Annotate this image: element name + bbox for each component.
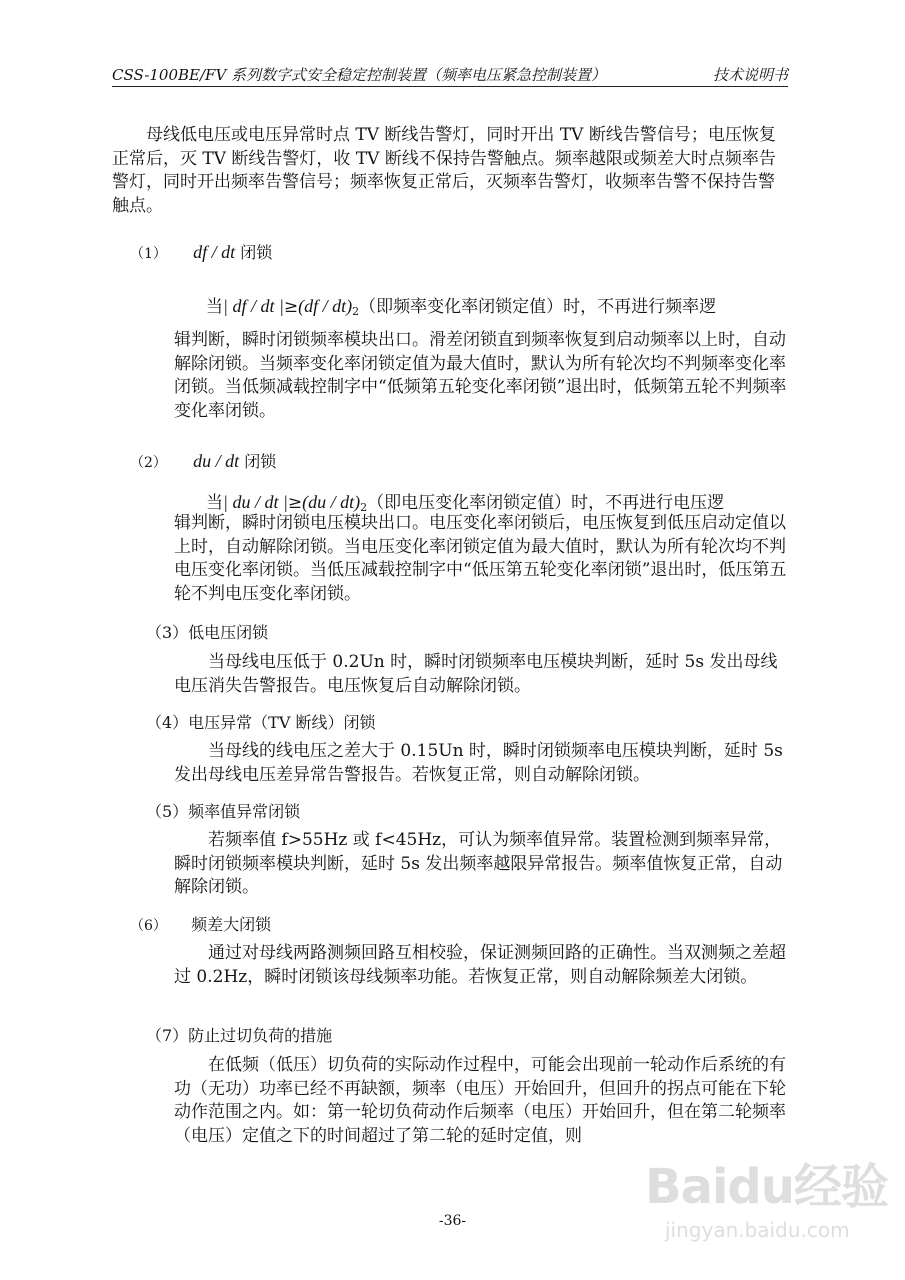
section-3-heading: （3）低电压闭锁 xyxy=(146,623,269,642)
section-1-body: 辑判断，瞬时闭锁频率模块出口。滑差闭锁直到频率恢复到启动频率以上时，自动解除闭锁。当频率变化率闭锁定值为最大值时，默认为所有轮次均不判频率变化率闭锁。当低频减载控制字中“低频第五轮变化率闭锁”退出时，低频第五轮不判频率变化率闭锁。 xyxy=(174,330,787,422)
header-title: CSS-100BE/FV 系列数字式安全稳定控制装置（频率电压紧急控制装置） xyxy=(112,66,607,84)
formula-suffix: （即频率变化率闭锁定值）时，不再进行频率逻 xyxy=(359,297,717,317)
section-1-heading xyxy=(130,240,272,263)
section-2-variable: du / dt xyxy=(193,451,240,471)
formula-subscript: 2 xyxy=(352,305,360,318)
section-3-body: 当母线电压低于 0.2Un 时，瞬时闭锁频率电压模块判断，延时 5s 发出母线电压消失告警报告。电压恢复后自动解除闭锁。 xyxy=(174,652,778,696)
section-4-heading: （4）电压异常（TV 断线）闭锁 xyxy=(146,713,376,732)
section-1-number: （1） xyxy=(130,246,167,262)
section-6-title: 频差大闭锁 xyxy=(191,915,272,934)
formula-rhs: (df / dt) xyxy=(298,296,353,316)
formula-ge-sign: ≥ xyxy=(283,297,299,317)
watermark xyxy=(615,1148,888,1258)
section-6-heading xyxy=(130,912,271,935)
formula-subscript: 2 xyxy=(360,501,368,514)
section-2-formula xyxy=(206,488,724,514)
section-7-heading: （7）防止过切负荷的措施 xyxy=(146,1026,333,1045)
section-6-body: 通过对母线两路测频回路互相校验，保证测频回路的正确性。当双测频之差超过 0.2Hz，瞬时闭锁该母线频率功能。若恢复正常，则自动解除频差大闭锁。 xyxy=(174,943,786,987)
section-2-heading xyxy=(130,449,276,472)
page-number: -36- xyxy=(438,1213,467,1229)
page-header xyxy=(112,62,788,87)
section-1-formula xyxy=(206,292,716,318)
section-5-heading: （5）频率值异常闭锁 xyxy=(146,802,301,821)
section-6-number: （6） xyxy=(130,918,167,934)
section-5-body: 若频率值 f>55Hz 或 f<45Hz，可认为频率值异常。装置检测到频率异常，瞬时闭锁频率模块判断，延时 5s 发出频率越限异常报告。频率值恢复正常，自动解除闭锁。 xyxy=(174,830,783,898)
formula-lhs: | du / dt | xyxy=(223,492,288,512)
section-4-body: 当母线的线电压之差大于 0.15Un 时，瞬时闭锁频率电压模块判断，延时 5s 发出母线电压差异常告警报告。若恢复正常，则自动解除闭锁。 xyxy=(174,741,783,785)
header-doc-type: 技术说明书 xyxy=(712,66,788,84)
section-2-number: （2） xyxy=(130,455,167,471)
formula-prefix: 当 xyxy=(206,493,223,513)
formula-suffix: （即电压变化率闭锁定值）时，不再进行电压逻 xyxy=(367,493,725,513)
section-1-variable: df / dt xyxy=(193,242,236,262)
formula-prefix: 当 xyxy=(206,297,223,317)
section-7-body: 在低频（低压）切负荷的实际动作过程中，可能会出现前一轮动作后系统的有功（无功）功率已经不再缺额，频率（电压）开始回升，但回升的拐点可能在下轮动作范围之内。如：第一轮切负荷动作后频率（电压）开始回升，但在第二轮频率（电压）定值之下的时间超过了第二轮的延时定值，则 xyxy=(174,1055,786,1147)
formula-lhs: | df / dt | xyxy=(223,296,284,316)
section-2-title: 闭锁 xyxy=(244,452,277,471)
watermark-logo: Baidu经验 xyxy=(645,1159,888,1215)
intro-paragraph: 母线低电压或电压异常时点 TV 断线告警灯，同时开出 TV 断线告警信号；电压恢复正常后，灭 TV 断线告警灯，收 TV 断线不保持告警触点。频率越限或频差大时点频率告警灯，同时开出频率告警信号；频率恢复正常后，灭频率告警灯，收频率告警不保持告警触点。 xyxy=(112,125,776,217)
section-2-body: 辑判断，瞬时闭锁电压模块出口。电压变化率闭锁后，电压恢复到低压启动定值以上时，自动解除闭锁。当电压变化率闭锁定值为最大值时，默认为所有轮次均不判电压变化率闭锁。当低压减载控制字中“低压第五轮变化率闭锁”退出时，低压第五轮不判电压变化率闭锁。 xyxy=(174,513,787,605)
formula-ge-sign: ≥ xyxy=(287,493,303,513)
formula-rhs: (du / dt) xyxy=(302,492,361,512)
section-1-title: 闭锁 xyxy=(240,243,273,262)
watermark-url: jingyan.baidu.com xyxy=(665,1218,850,1242)
